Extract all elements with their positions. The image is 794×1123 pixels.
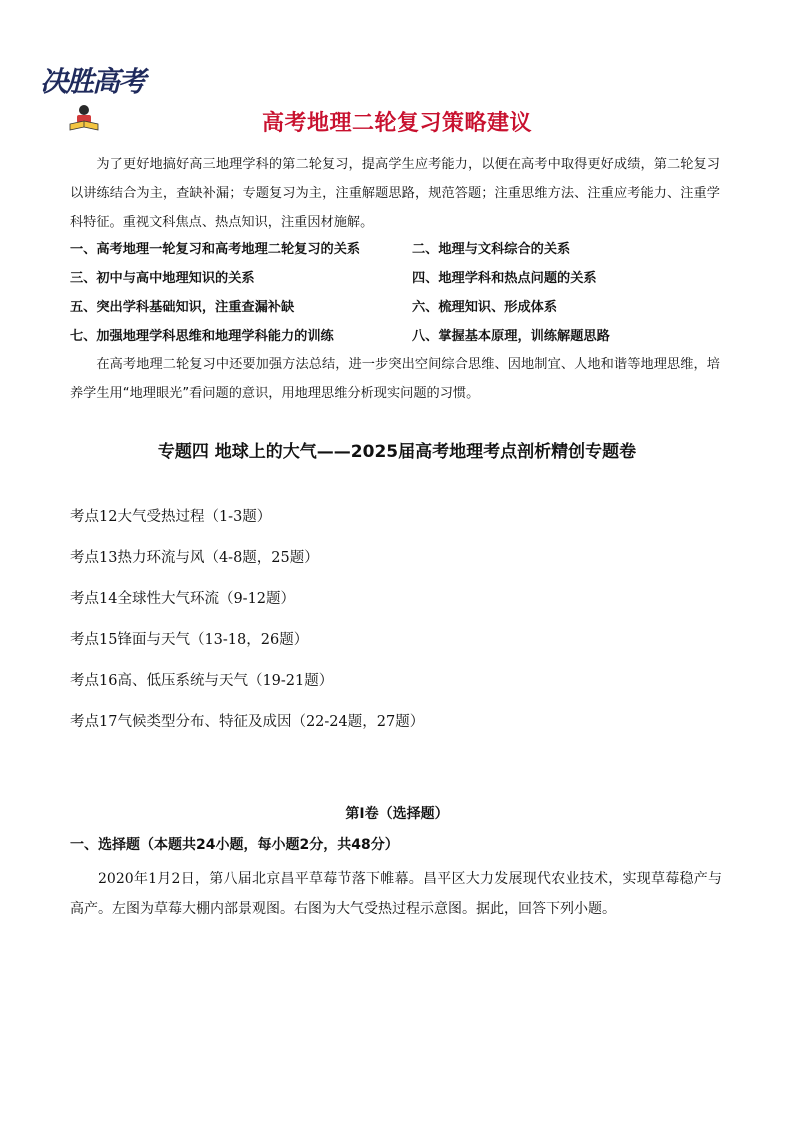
kaodian-item: 考点16高、低压系统与天气（19-21题） [70, 673, 334, 689]
strategy-item: 五、突出学科基础知识，注重查漏补缺 [70, 300, 295, 315]
strategy-row [70, 293, 720, 322]
page-title: 高考地理二轮复习策略建议 [261, 111, 532, 136]
strategy-row [70, 322, 720, 351]
kaodian-item: 考点15锋面与天气（13-18，26题） [70, 632, 309, 648]
intro-paragraph: 为了更好地搞好高三地理学科的第二轮复习，提高学生应考能力，以便在高考中取得更好成绩，第二轮复习以讲练结合为主，查缺补漏；专题复习为主，注重解题思路，规范答题；注重思维方法、注重应考能力、注重学科特征。重视文科焦点、热点知识，注重因材施解。 [70, 157, 720, 230]
strategy-item: 二、地理与文科综合的关系 [412, 242, 571, 257]
strategy-item: 六、梳理知识、形成体系 [412, 300, 558, 315]
strategy-item: 一、高考地理一轮复习和高考地理二轮复习的关系 [70, 242, 361, 257]
section-title: 第I卷（选择题） [345, 806, 449, 822]
kaodian-item: 考点17气候类型分布、特征及成因（22-24题，27题） [70, 714, 425, 730]
strategy-row [70, 264, 720, 293]
strategy-item: 七、加强地理学科思维和地理学科能力的训练 [70, 329, 334, 344]
strategy-row [70, 235, 720, 264]
logo-text: 决胜高考 [40, 65, 145, 98]
strategy-item: 四、地理学科和热点问题的关系 [412, 271, 597, 286]
multiple-choice-header: 一、选择题（本题共24小题，每小题2分，共48分） [70, 837, 399, 853]
kaodian-item: 考点13热力环流与风（4-8题，25题） [70, 550, 319, 566]
document-title: 专题四 地球上的大气——2025届高考地理考点剖析精创专题卷 [157, 442, 637, 462]
strategy-item: 三、初中与高中地理知识的关系 [70, 271, 255, 286]
kaodian-item: 考点14全球性大气环流（9-12题） [70, 591, 296, 607]
kaodian-item: 考点12大气受热过程（1-3题） [70, 509, 272, 525]
question-stem: 2020年1月2日，第八届北京昌平草莓节落下帷幕。昌平区大力发展现代农业技术，实现草莓稳产与高产。左图为草莓大棚内部景观图。右图为大气受热过程示意图。据此，回答下列小题。 [70, 871, 722, 917]
strategy-item: 八、掌握基本原理，训练解题思路 [412, 329, 610, 344]
closing-paragraph: 在高考地理二轮复习中还要加强方法总结，进一步突出空间综合思维、因地制宜、人地和谐等地理思维，培养学生用“地理眼光”看问题的意识，用地理思维分析现实问题的习惯。 [70, 357, 720, 401]
